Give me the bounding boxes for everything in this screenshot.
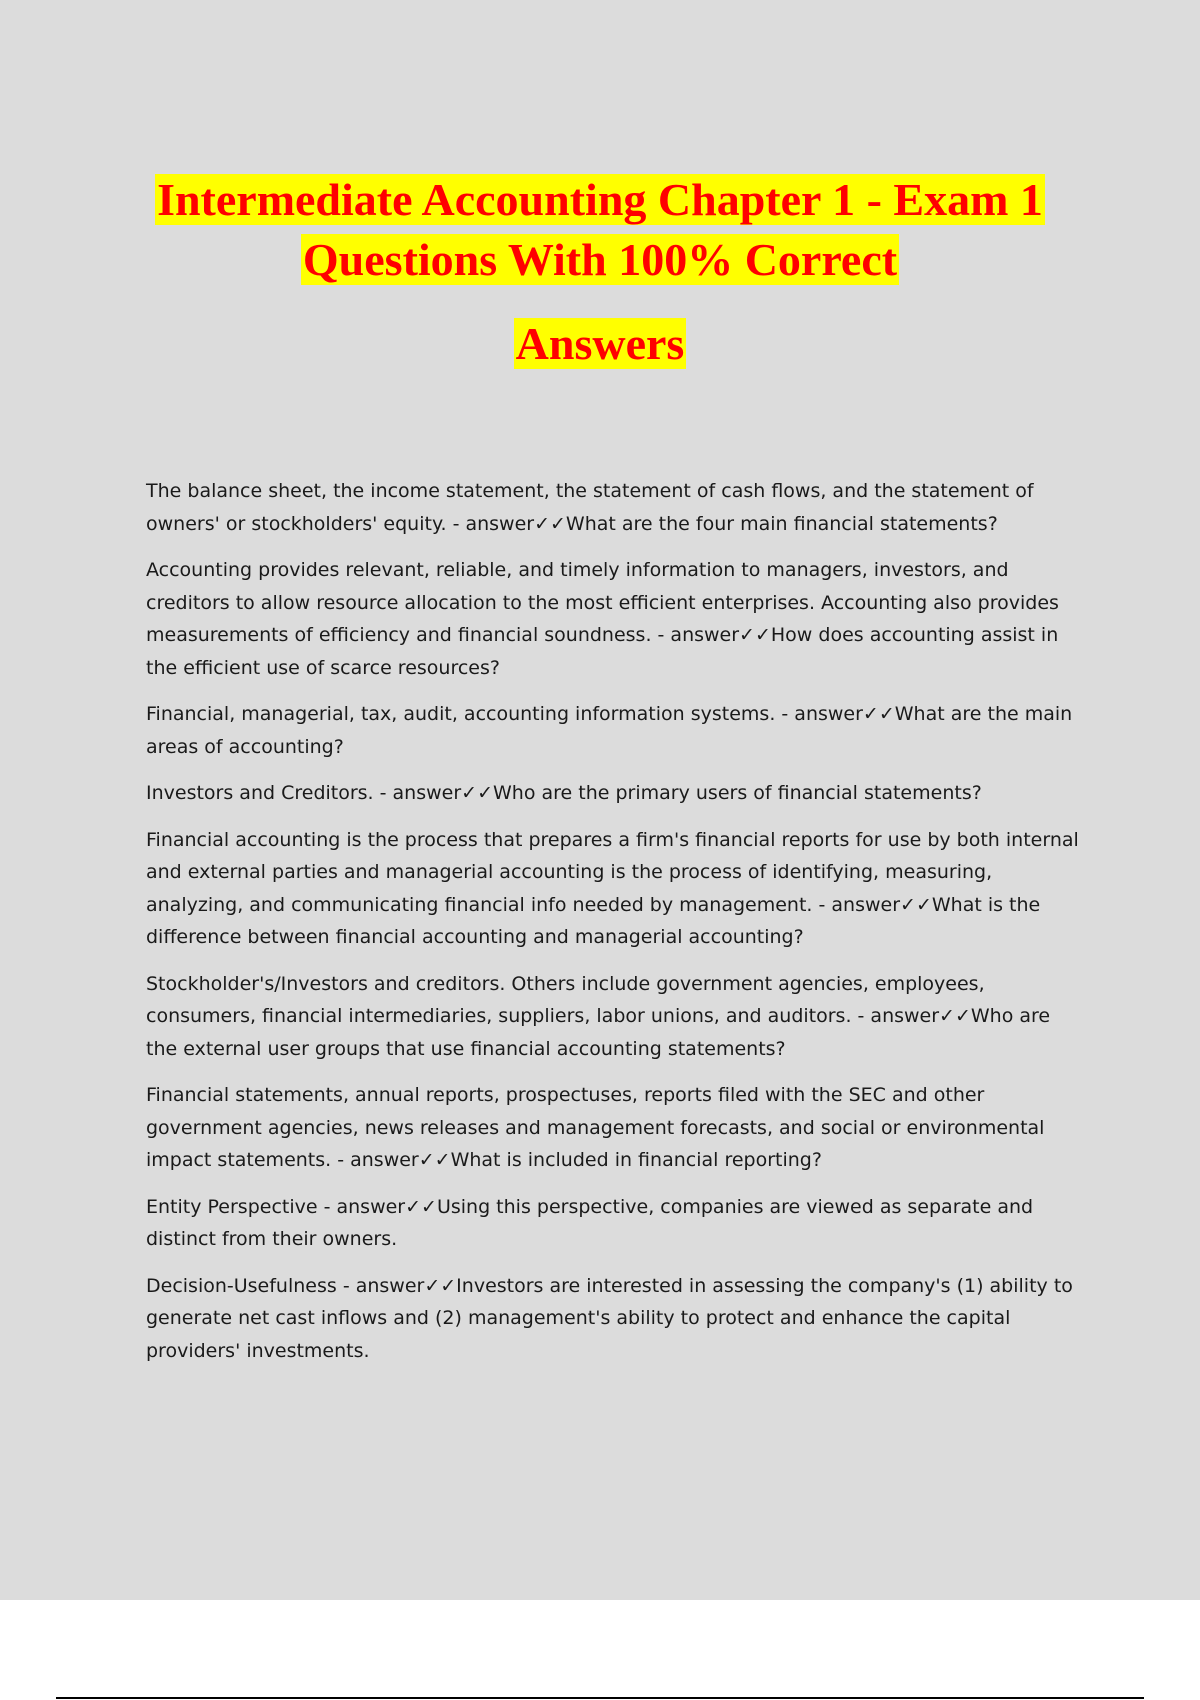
- qa-item: Stockholder's/Investors and creditors. Others include government agencies, employees, consumers, financial intermediaries, suppliers, labor unions, and auditors. - answer✓✓Who are the external user groups that use financial accounting statements?: [146, 972, 1051, 1060]
- qa-item: Decision-Usefulness - answer✓✓Investors are interested in assessing the company's (1) ability to generate net cast inflows and (2) management's ability to protect and enhance the capital providers' investments.: [146, 1274, 1073, 1362]
- qa-item: Financial statements, annual reports, prospectuses, reports filed with the SEC and other government agencies, news releases and management forecasts, and social or environmental impact statements. - answer✓✓What is included in financial reporting?: [146, 1084, 1045, 1171]
- title-line-1: Intermediate Accounting Chapter 1 - Exam 1: [157, 174, 1043, 225]
- title-line-3: Answers: [515, 318, 685, 369]
- qa-item: Investors and Creditors. - answer✓✓Who are the primary users of financial statements?: [146, 782, 982, 804]
- title-line-2: Questions With 100% Correct: [302, 234, 898, 285]
- qa-item: Accounting provides relevant, reliable, and timely information to managers, investors, and creditors to allow resource allocation to the most efficient enterprises. Accounting also provides measurements of efficiency and financial soundness. - answer✓✓How does accounting assist in the efficient use of scarce resources?: [146, 559, 1059, 679]
- qa-item: Entity Perspective - answer✓✓Using this perspective, companies are viewed as separate and distinct from their owners.: [146, 1195, 1034, 1250]
- qa-item: The balance sheet, the income statement, the statement of cash flows, and the statement of owners' or stockholders' equity. - answer✓✓What are the four main financial statements?: [146, 480, 1034, 535]
- qa-item: Financial accounting is the process that prepares a firm's financial reports for use by both internal and external parties and managerial accounting is the process of identifying, measuring, analyzing, and communicating financial info needed by management. - answer✓✓What is the difference between financial accounting and managerial accounting?: [146, 828, 1079, 948]
- document-title: [0, 170, 1200, 374]
- footer-divider: [56, 1697, 1144, 1699]
- qa-list: [146, 475, 1086, 1381]
- qa-item: Financial, managerial, tax, audit, accounting information systems. - answer✓✓What are the main areas of accounting?: [146, 703, 1073, 758]
